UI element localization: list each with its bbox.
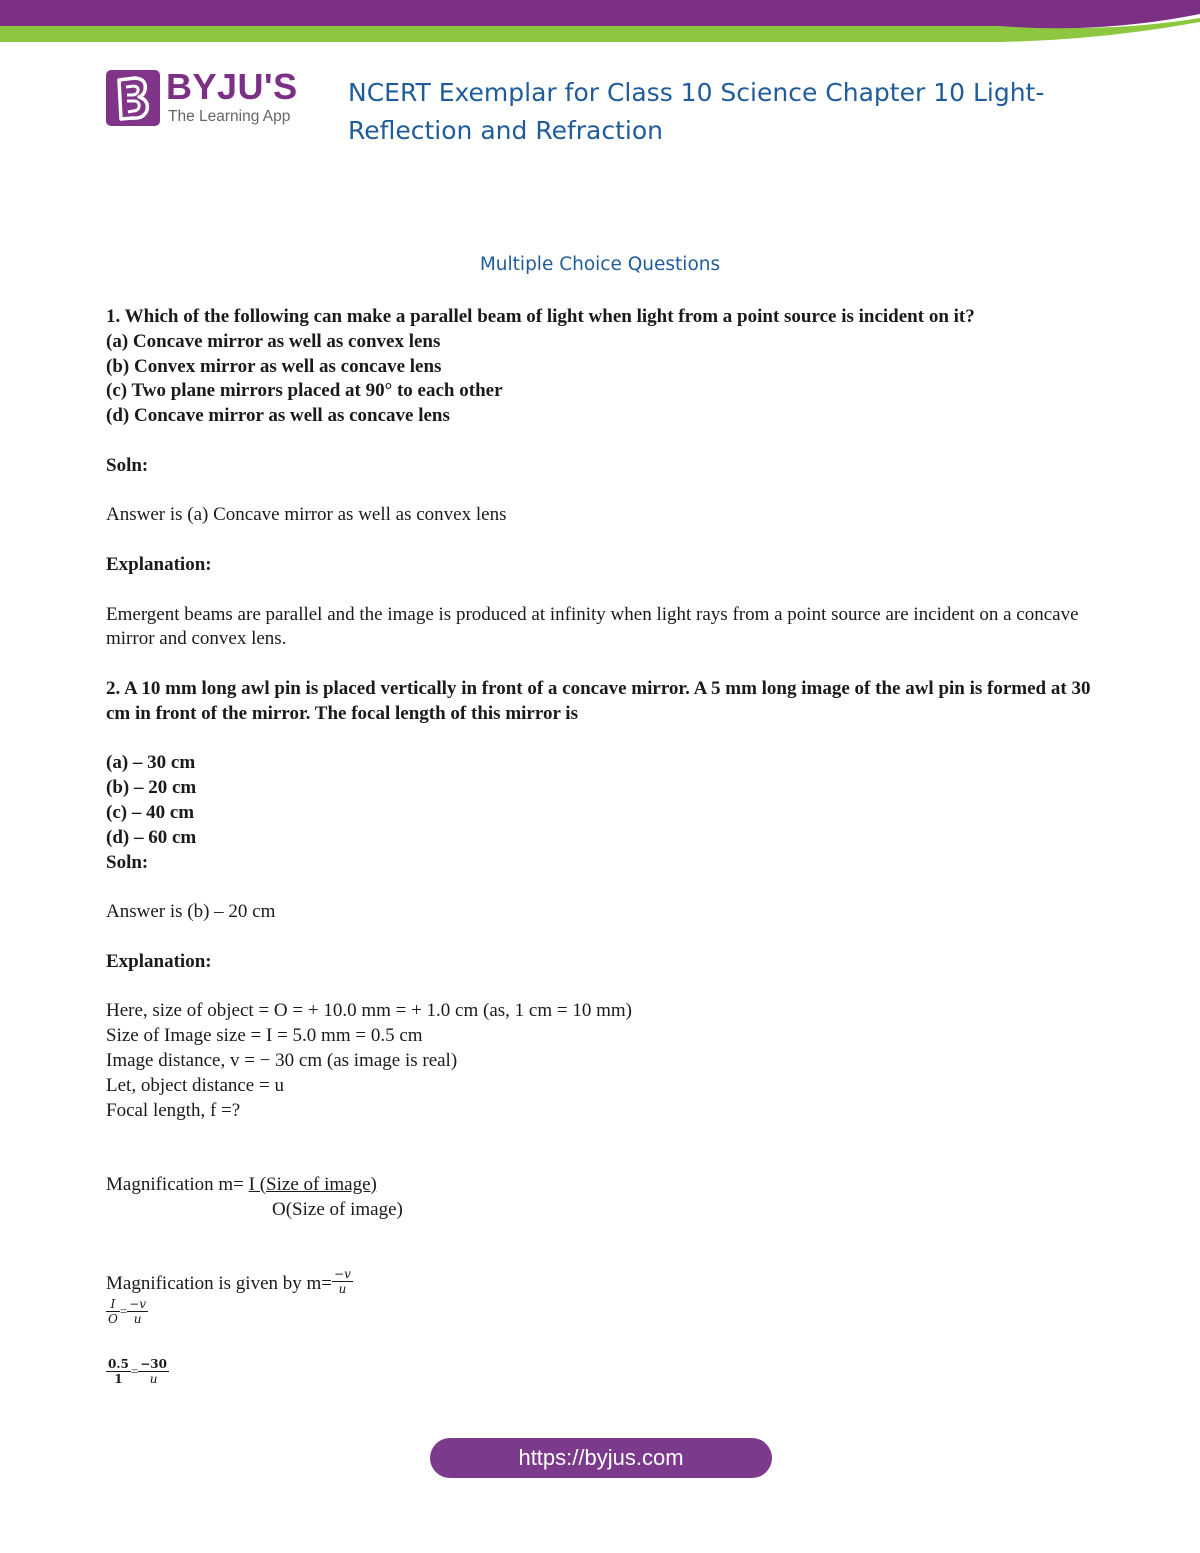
q2-ratio-equation xyxy=(106,1297,1106,1337)
magnification-prefix: Magnification m= xyxy=(106,1173,249,1195)
frac-den: u xyxy=(149,1372,158,1387)
q2-explanation-label: Explanation: xyxy=(106,950,212,972)
frac-num: −v xyxy=(129,1297,147,1312)
q1-option-a: (a) Concave mirror as well as convex lens xyxy=(106,330,441,352)
section-title: Multiple Choice Questions xyxy=(479,254,721,275)
frac-minus-v-over-u xyxy=(332,1267,353,1296)
logo-wordmark: BYJU'S xyxy=(166,66,298,107)
q2-given-focal-length: Focal length, f =? xyxy=(106,1099,241,1121)
equals-sign: = xyxy=(119,1303,128,1319)
frac-05-over-1 xyxy=(106,1357,131,1386)
q2-option-b: (b) – 20 cm xyxy=(106,777,197,799)
q2-given-image-distance: Image distance, v = − 30 cm (as image is real) xyxy=(106,1049,458,1071)
byjus-logo xyxy=(106,66,316,128)
equals-sign: = xyxy=(130,1363,139,1379)
q2-given-object-size: Here, size of object = O = + 10.0 mm = + 1.0 cm (as, 1 cm = 10 mm) xyxy=(106,1000,632,1022)
q2-magnification-formula xyxy=(106,1173,1106,1198)
given-by-prefix: Magnification is given by m= xyxy=(106,1273,333,1295)
q2-magnification-given-by xyxy=(106,1267,1106,1297)
q2-given-image-size: Size of Image size = I = 5.0 mm = 0.5 cm xyxy=(106,1025,423,1047)
document-title: NCERT Exemplar for Class 10 Science Chapter 10 Light- Reflection and Refraction xyxy=(348,78,1045,145)
q1-explanation-label: Explanation: xyxy=(106,553,212,575)
byjus-logo-mark xyxy=(106,70,160,126)
q2-option-d: (d) – 60 cm xyxy=(106,826,197,848)
footer-url-link[interactable]: https://byjus.com xyxy=(518,1445,684,1470)
frac-den: u xyxy=(133,1312,142,1327)
frac-num: 0.5 xyxy=(108,1357,129,1372)
q1-option-b: (b) Convex mirror as well as concave lens xyxy=(106,355,442,377)
q2-soln-label: Soln: xyxy=(106,851,149,873)
frac-den: O xyxy=(108,1312,118,1327)
q2-answer: Answer is (b) – 20 cm xyxy=(106,901,276,923)
q1-answer: Answer is (a) Concave mirror as well as convex lens xyxy=(106,504,507,526)
magnification-denominator: O(Size of image) xyxy=(272,1198,403,1220)
frac-den: 1 xyxy=(114,1372,123,1387)
frac-v-over-u xyxy=(127,1297,148,1326)
q2-given-object-distance: Let, object distance = u xyxy=(106,1074,284,1096)
q1-question: 1. Which of the following can make a parallel beam of light when light from a point source is incident on it? xyxy=(106,306,975,327)
q2-substituted-equation xyxy=(106,1357,1106,1407)
q1-option-d: (d) Concave mirror as well as concave lens xyxy=(106,405,450,427)
frac-num: −30 xyxy=(140,1357,167,1372)
logo-tagline: The Learning App xyxy=(168,108,291,125)
q2-question: 2. A 10 mm long awl pin is placed vertically in front of a concave mirror. A 5 mm long image of the awl pin is formed at 30 cm in front of the mirror. The focal length of this mirror is xyxy=(106,677,1091,724)
footer-url-badge[interactable] xyxy=(430,1438,772,1478)
frac-I-over-O xyxy=(106,1297,120,1326)
q2-option-a: (a) – 30 cm xyxy=(106,752,196,774)
frac-30-over-u xyxy=(138,1357,169,1386)
q2-option-c: (c) – 40 cm xyxy=(106,801,195,823)
q1-explanation: Emergent beams are parallel and the image is produced at infinity when light rays from a point source are incident on a concave mirror and convex lens. xyxy=(106,603,1079,650)
document-body xyxy=(106,251,1106,1407)
top-banner xyxy=(0,0,1200,44)
q1-soln-label: Soln: xyxy=(106,454,149,476)
frac-num: I xyxy=(106,1297,120,1312)
q1-option-c: (c) Two plane mirrors placed at 90° to each other xyxy=(106,380,503,402)
frac-num: −v xyxy=(334,1267,351,1282)
magnification-numerator: I (Size of image) xyxy=(248,1173,377,1195)
frac-den: u xyxy=(338,1282,347,1297)
